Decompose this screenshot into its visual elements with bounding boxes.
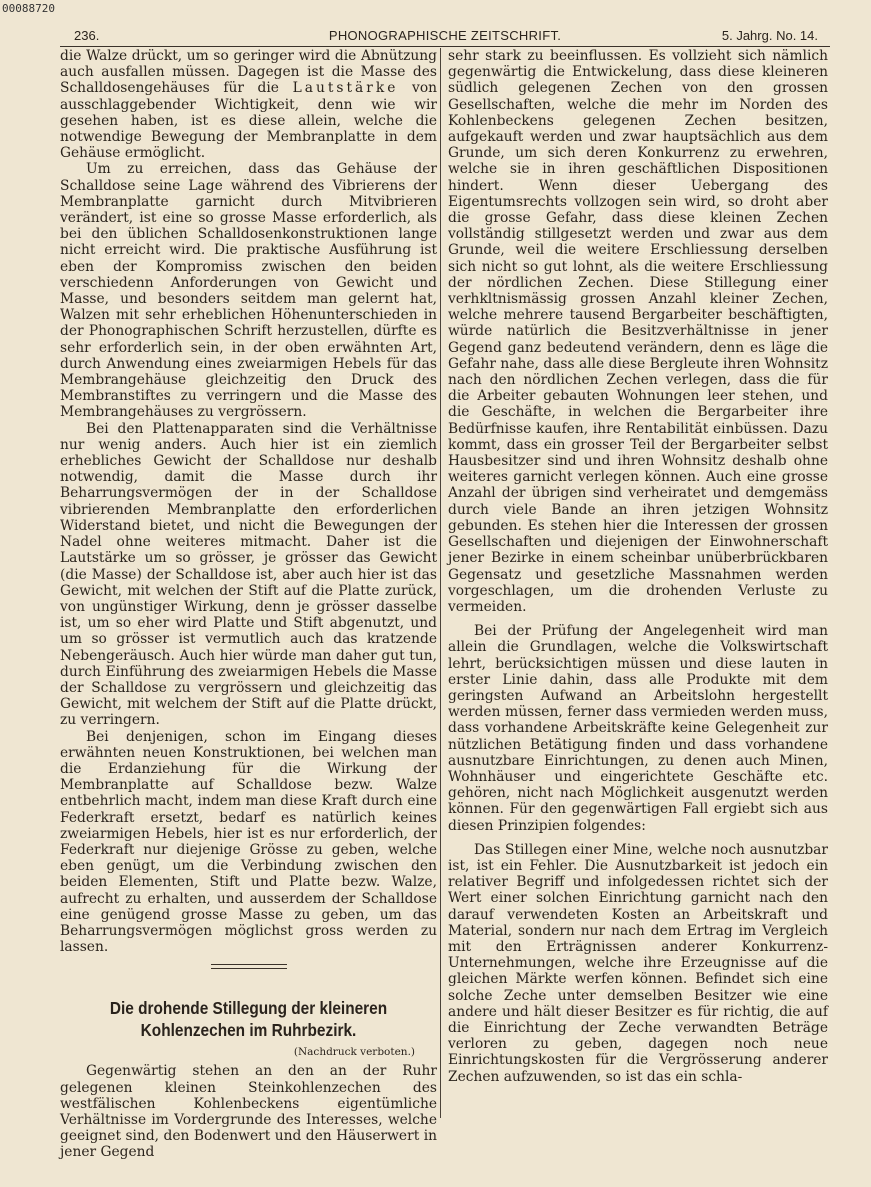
paragraph: Das Stillegen einer Mine, welche noch ausnutzbar ist, ist ein Fehler. Die Ausnutzbarkeit ist jedoch ein relativer Begriff und infolgedessen richtet sich der Wert einer solchen Einrichtung garnicht nach den darauf verwendeten Kosten an Arbeitskraft und Material, sondern nur nach dem Ertrag im Vergleich mit den Erträgnissen anderer Konkurrenz-Unternehmungen, welche ihre Erzeugnisse auf die gleichen Märkte werfen können. Befindet sich eine solche Zeche unter demselben Besitzer wie eine andere und hält dieser Besitzer es für richtig, die auf die Einrichtung der Zeche verwandten Beträge verloren zu geben, dagegen noch neue Einrichtungskosten für die Vergrösserung anderer Zechen aufzuwenden, so ist das ein schla- (448, 841, 828, 1085)
scan-id: 00088720 (2, 2, 55, 15)
paragraph: Bei den Plattenapparaten sind die Verhältnisse nur wenig anders. Auch hier ist ein ziemlich erhebliches Gewicht der Schalldose nur deshalb notwendig, damit die Masse durch ihr Beharrungsvermögen der in der Schalldose vibrierenden Membranplatte den erforderlichen Widerstand bietet, und nicht die Bewegungen der Nadel ohne weiteres mitmacht. Daher ist die Lautstärke um so grösser, je grösser das Gewicht (die Masse) der Schalldose ist, aber auch hier ist das Gewicht, mit welchen der Stift auf die Platte zurück, von ungünstiger Wirkung, denn je grösser dasselbe ist, um so eher wird Platte und Stift abgenutzt, und um so grösser ist vermutlich auch das kratzende Nebengeräusch. Auch hier würde man daher gut tun, durch Einführung des zweiarmigen Hebels die Masse der Schalldose zu vergrössern und gleichzeitig das Gewicht, mit welchem der Stift auf die Platte drückt, zu verringern. (60, 420, 437, 729)
article-title-line: Kohlenzechen im Ruhrbezirk. (140, 1020, 357, 1041)
paragraph: Bei denjenigen, schon im Eingang dieses erwähnten neuen Konstruktionen, bei welchen man die Erdanziehung für die Wirkung der Membranplatte auf Schalldose bezw. Walze entbehrlich macht, indem man diese Kraft durch eine Federkraft ersetzt, bedarf es natürlich keines zweiarmigen Hebels, hier ist es nur erforderlich, der Federkraft nur diejenige Grösse zu geben, welche eben genügt, um die Verbindung zwischen den beiden Elementen, Stift und Platte bezw. Walze, aufrecht zu erhalten, und ausserdem der Schalldose eine genügend grosse Masse zu geben, um das Beharrungsvermögen möglichst gross werden zu lassen. (60, 728, 437, 956)
article-title (83, 997, 415, 1041)
page-header (60, 24, 830, 47)
page-number: 236. (74, 28, 100, 43)
text-run: die Walze drückt, um so geringer wird die Abnützung auch ausfallen müssen. Dagegen ist die Masse des Schalldosengehäuses für die (60, 48, 437, 97)
reprint-note: (Nachdruck verboten.) (293, 1046, 415, 1059)
paragraph (60, 48, 437, 161)
right-column (448, 48, 828, 1085)
article-title-line: Die drohende Stillegung der kleineren (109, 998, 388, 1019)
separator-rule (211, 964, 287, 965)
text-run: von ausschlaggebender Wichtigkeit, denn wie wir gesehen haben, ist es diese allein, welche die notwendige Bewegung der Membranplatte in dem Gehäuse ermöglicht. (60, 80, 438, 162)
separator-rule (211, 968, 287, 969)
journal-title: PHONOGRAPHISCHE ZEITSCHRIFT. (328, 28, 562, 43)
paragraph: Gegenwärtig stehen an den an der Ruhr gelegenen kleinen Steinkohlenzechen des westfälischen Kohlenbeckens eigentümliche Verhältnisse im Vordergrunde des Interesses, welche geeignet sind, den Bodenwert und den Häuserwert in jener Gegend (60, 1063, 437, 1161)
emphasis-spaced: Lautstärke (292, 80, 399, 97)
paragraph: Um zu erreichen, dass das Gehäuse der Schalldose seine Lage während des Vibrierens der Membranplatte garnicht durch Mitvibrieren verändert, ist eine so grosse Masse erforderlich, als bei den üblichen Schalldosenkonstruktionen lange nicht erreicht wird. Die praktische Ausführung ist eben der Kompromiss zwischen den beiden verschiedenn Anforderungen von Gewicht und Masse, und besonders seitdem man gelernt hat, Walzen mit sehr erheblichen Höhenunterschieden in der Phonographischen Schrift herzustellen, dürfte es sehr erforderlich sein, in der oben erwähnten Art, durch Anwendung eines zweiarmigen Hebels für das Membrangehäuse gleichzeitig den Druck des Membranstiftes zu verringern und die Masse des Membrangehäuses zu vergrössern. (60, 161, 437, 421)
issue-info: 5. Jahrg. No. 14. (721, 28, 818, 43)
column-divider (440, 48, 441, 1118)
left-column (60, 48, 437, 1161)
paragraph: Bei der Prüfung der Angelegenheit wird man allein die Grundlagen, welche die Volkswirtschaft lehrt, berücksichtigen müssen und diese lauten in erster Linie dahin, dass alle Produkte mit dem geringsten Aufwand an Arbeitslohn hergestellt werden müssen, ferner dass vermieden werden muss, dass vorhandene Arbeitskräfte keine Gelegenheit zur nützlichen Betätigung finden und dass vorhandene ausnutzbare Einrichtungen, zu denen auch Minen, Wohnhäuser und eingerichtete Geschäfte etc. gehören, nicht nach Möglichkeit ausgenutzt werden können. Für den gegenwärtigen Fall ergiebt sich aus diesen Prinzipien folgendes: (448, 623, 828, 834)
paragraph: sehr stark zu beeinflussen. Es vollzieht sich nämlich gegenwärtig die Entwickelung, dass diese kleineren südlich gelegenen Zechen von den grossen Gesellschaften, welche die mehr im Norden des Kohlenbeckens gelegenen Zechen besitzen, aufgekauft werden und zwar hauptsächlich aus dem Grunde, um sich deren Konkurrenz zu erwehren, welche sie in ihren geschäftlichen Dispositionen hindert. Wenn dieser Uebergang des Eigentumsrechts vollzogen sein wird, so droht aber die grosse Gefahr, dass diese kleinen Zechen vollständig stillgesetzt werden und zwar aus dem Grunde, weil die weitere Erschliessung derselben sich nicht so gut lohnt, als die weitere Erschliessung der nördlichen Zechen. Diese Stillegung einer verhkltnismässig grossen Anzahl kleiner Zechen, welche mehrere tausend Bergarbeiter beschäftigten, würde natürlich die Besitzverhältnisse in jener Gegend ganz bedeutend verändern, denn es läge die Gefahr nahe, dass alle diese Bergleute ihren Wohnsitz nach den nördlichen Zechen verlegen, dass die für die Arbeiter gebauten Wohnungen leer stehen, und die Geschäfte, in welchen die Bergarbeiter ihre Bedürfnisse kaufen, ihre Rentabilität einbüssen. Dazu kommt, dass ein grosser Teil der Bergarbeiter selbst Hausbesitzer sind und ihren Wohnsitz deshalb ohne weiteres garnicht verlegen können. Auch eine grosse Anzahl der übrigen sind verheiratet und demgemäss durch viele Bande an ihren jetzigen Wohnsitz gebunden. Es stehen hier die Interessen der grossen Gesellschaften und diejenigen der Einwohnerschaft jener Bezirke in einem scheinbar unüberbrückbaren Gegensatz und gesetzliche Massnahmen werden vorgeschlagen, um die drohenden Verluste zu vermeiden. (448, 48, 828, 615)
